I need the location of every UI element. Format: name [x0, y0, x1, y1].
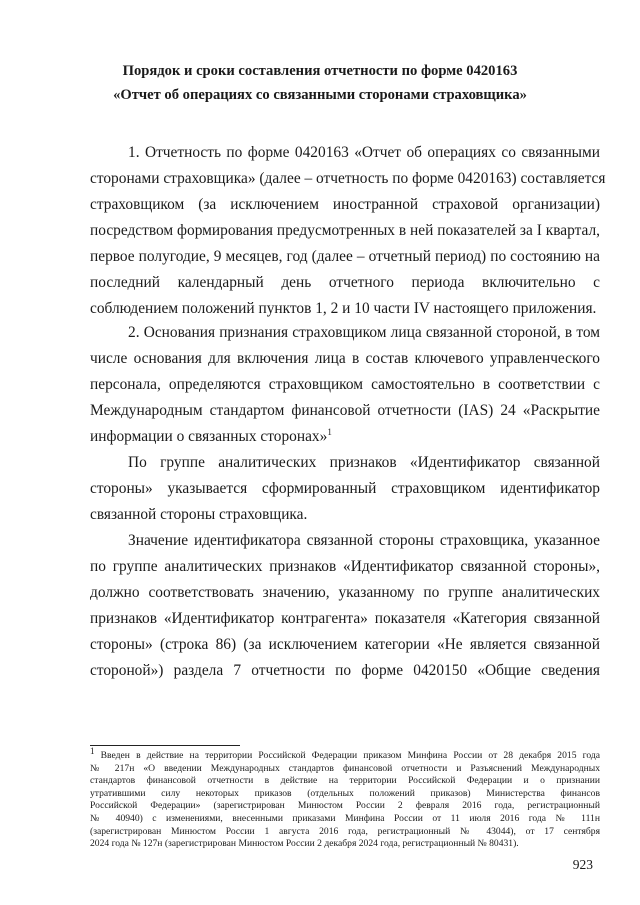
page-title-line-2: «Отчет об операциях со связанными сторонами страховщика»: [113, 87, 527, 103]
footnote-line: (зарегистрирован Минюстом России 1 августа 2016 года, регистрационный № 43044), от 17 сентября: [90, 825, 600, 837]
text-line: страховщиком (за исключением иностранной страховой организации): [90, 196, 600, 213]
text-line: посредством формирования предусмотренных в ней показателей за I квартал,: [90, 222, 600, 239]
text-line: соблюдением положений пунктов 1, 2 и 10 части IV настоящего приложения.: [90, 300, 597, 317]
text-line: признаков «Идентификатор контрагента» показателя «Категория связанной: [90, 610, 600, 627]
footnote-line: Российской Федерации» (зарегистрирован Минюстом России 2 февраля 2016 года, регистрационный: [90, 800, 600, 812]
text-line: сторонами страховщика» (далее – отчетность по форме 0420163) составляется: [90, 170, 606, 187]
text-line: первое полугодие, 9 месяцев, год (далее – отчетный период) по состоянию на: [90, 248, 600, 265]
text-line: 1. Отчетность по форме 0420163 «Отчет об операциях со связанными: [128, 144, 600, 161]
text-line: стороной») раздела 7 отчетности по форме 0420150 «Общие сведения: [90, 662, 600, 679]
text-line: Международным стандартом финансовой отчетности (IAS) 24 «Раскрытие: [90, 402, 600, 419]
text-line: персонала, определяются страховщиком самостоятельно в соответствии с: [90, 376, 600, 393]
footnote-line: стандартов финансовой отчетности в действие на территории Российской Федерации и о признании: [90, 775, 600, 787]
footnote-line: № 217н «О введении Международных стандартов финансовой отчетности и Разъяснений Международных: [90, 762, 600, 774]
footnote-line: [90, 745, 600, 763]
paragraph-4: [90, 528, 600, 684]
footnote-line: № 40940) с изменениями, внесенными приказами Минфина России от 11 июля 2016 года № 111н: [90, 812, 600, 824]
footnote-line: 2024 года № 127н (зарегистрирован Минюстом России 2 декабря 2024 года, регистрационный № 80431).: [90, 838, 519, 850]
text-line: стороны» указывается сформированный страховщиком идентификатор: [90, 480, 600, 497]
footnote-line: утратившими силу некоторых приказов (отдельных положений приказов) Министерства финансов: [90, 787, 600, 799]
paragraph-3: [90, 450, 600, 528]
text-line: должно соответствовать значению, указанному по группе аналитических: [90, 584, 600, 601]
text-line-content: информации о связанных сторонах»: [90, 428, 328, 445]
footnote-reference[interactable]: 1: [327, 426, 332, 437]
text-line: связанной стороны страховщика.: [90, 506, 308, 523]
page-title-line-1: Порядок и сроки составления отчетности по форме 0420163: [122, 63, 518, 79]
footnote-separator: [90, 745, 240, 746]
text-line: По группе аналитических признаков «Идентификатор связанной: [128, 454, 600, 471]
paragraph-2: [90, 320, 600, 450]
text-line: стороны» (строка 86) (за исключением категории «Не является связанной: [90, 636, 600, 653]
text-line: [90, 424, 600, 450]
paragraph-1: [90, 140, 606, 322]
page-number: 923: [572, 857, 593, 872]
footnote: [90, 745, 600, 851]
footnote-line-content: Введен в действие на территории Российской Федерации приказом Минфина России от 28 декабря 2015 года: [100, 750, 600, 761]
text-line: числе основания для включения лица в состав ключевого управленческого: [90, 350, 600, 367]
footnote-marker: 1: [90, 745, 95, 756]
text-line: 2. Основания признания страховщиком лица связанной стороной, в том: [128, 324, 600, 341]
text-line: Значение идентификатора связанной стороны страховщика, указанное: [128, 532, 600, 549]
text-line: по группе аналитических признаков «Идентификатор связанной стороны»,: [90, 558, 600, 575]
text-line: последний календарный день отчетного периода включительно с: [90, 274, 600, 291]
